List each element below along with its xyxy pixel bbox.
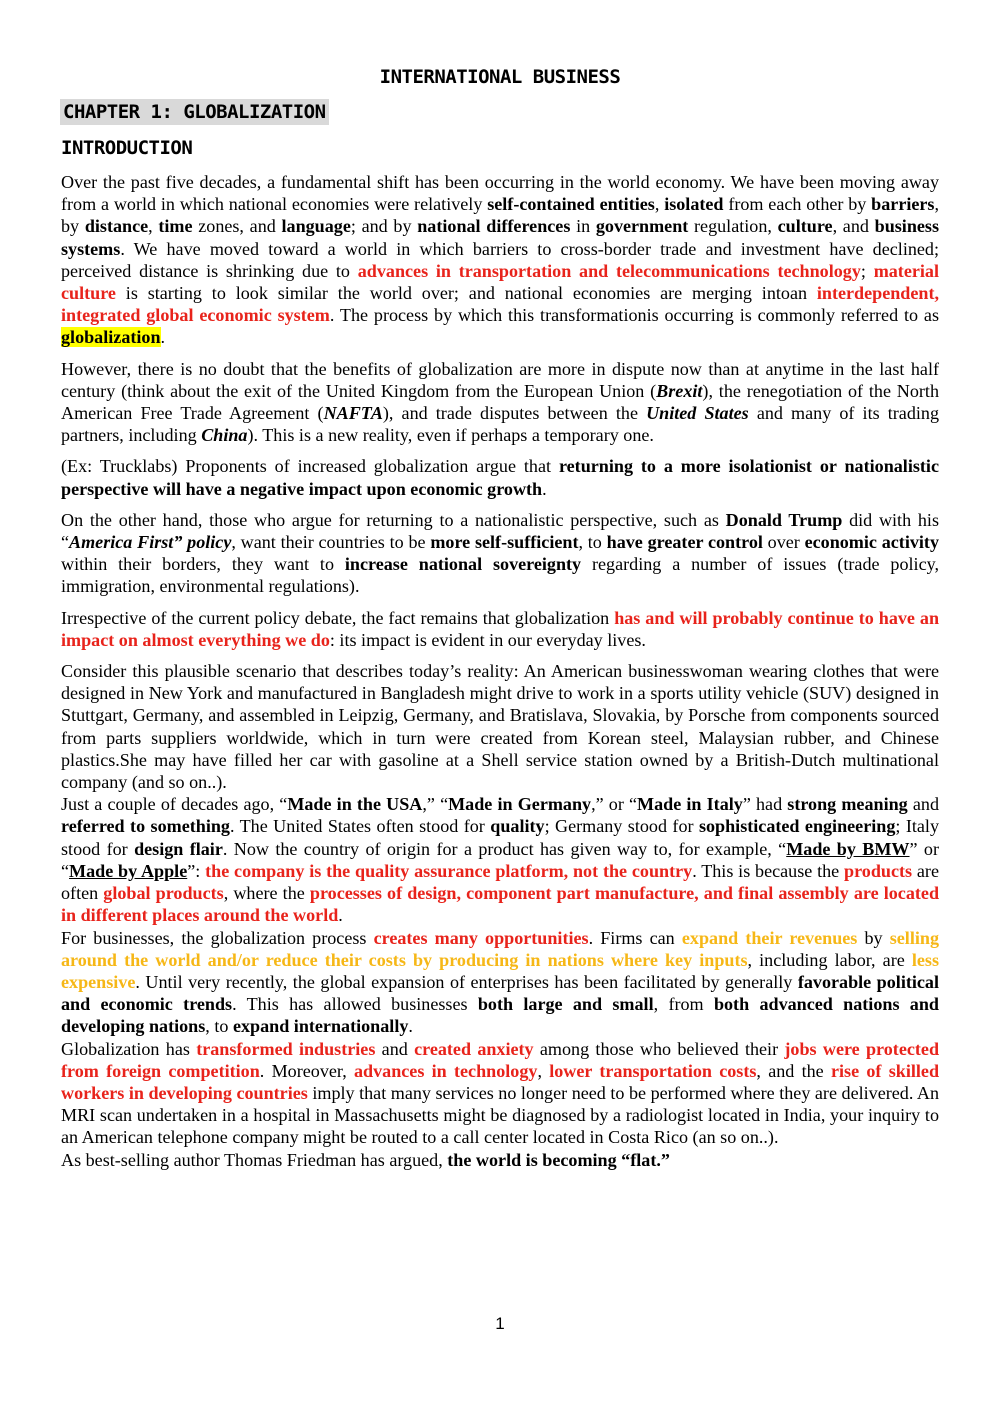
styled-text-run: lower transportation costs [549,1060,757,1081]
text-run: Just a couple of decades ago, “ [61,794,288,815]
page-number: 1 [495,1314,505,1333]
text-run: . This has allowed businesses [232,994,478,1015]
styled-text-run: material culture [61,260,939,304]
styled-text-run: isolated [664,194,724,215]
text-run: within their borders, they want to [61,554,345,575]
text-run: ” or “ [61,838,940,881]
text-run: , from [653,994,714,1015]
section-heading: INTRODUCTION [61,137,193,159]
styled-text-run: culture [777,216,833,237]
text-run: , and [832,216,875,237]
text-run: , where the [223,883,310,904]
text-run: . This is because the [692,860,845,881]
text-run: . Until very recently, the global expansion of enterprises has been facilitated by generally [135,971,798,992]
styled-text-run: economic activity [804,532,939,553]
styled-text-run: more self-sufficient [430,532,579,553]
text-run: On the other hand, those who argue for returning to a nationalistic perspective, such as [61,509,726,530]
text-run: Irrespective of the current policy debate, the fact remains that globalization [61,607,615,628]
paragraph [61,1149,939,1171]
styled-text-run: Made by BMW [786,838,910,859]
paragraph [61,927,939,1038]
text-run: For businesses, the globalization process [61,927,374,948]
text-run: , including labor, are [747,949,912,970]
styled-text-run: government [595,216,689,237]
styled-text-run: interdependent, integrated global economic system [61,283,939,326]
text-run: , to [205,1016,233,1037]
styled-text-run: Made by Apple [69,860,188,881]
text-run: Globalization has [61,1038,197,1059]
text-run: : its impact is evident in our everyday lives. [329,629,646,650]
styled-text-run: Donald Trump [725,509,843,530]
text-run: regarding a number of issues (trade policy, immigration, environmental regulations). [61,554,939,597]
paragraph [61,660,939,793]
styled-text-run: less expensive [61,949,939,992]
text-run: . [542,478,547,499]
text-run: ” had [742,794,788,815]
styled-text-run: design flair [134,838,223,859]
text-run: ). This is a new reality, even if perhaps a temporary one. [247,425,654,446]
styled-text-run: time [158,216,193,237]
styled-text-run: business systems [61,216,939,259]
text-run: from each other by [723,194,872,215]
styled-text-run: created anxiety [414,1038,534,1059]
styled-text-run: rise of skilled workers in developing countries [61,1060,940,1103]
styled-text-run: national differences [417,216,571,237]
styled-text-run: global products [103,883,224,904]
text-run: in [570,216,596,237]
text-run: . Moreover, [259,1060,354,1081]
styled-text-run: quality [490,816,545,837]
text-run: and many of its trading partners, including [61,403,939,446]
styled-text-run: referred to something [61,816,230,837]
paragraph [61,455,939,499]
text-run: and [907,794,939,815]
text-run: is starting to look similar the world over; and national economies are merging intoan [115,283,817,304]
text-run: , [537,1060,550,1081]
styled-text-run: have greater control [606,532,763,553]
styled-text-run: products [844,860,913,881]
text-run: . [338,905,343,926]
text-run: and [375,1038,415,1059]
text-run: . The process by which this transformationis occurring is commonly referred to as [329,305,939,326]
styled-text-run: favorable political and economic trends [61,971,939,1015]
text-run: ,” “ [422,794,449,815]
text-run: Consider this plausible scenario that describes today’s reality: An American businesswoman wearing clothes that were designed in New York and manufactured in Bangladesh might drive to work in a sports utility vehicle (SUV) designed in Stuttgart, Germany, and assembled in Leipzig, Germany, and Bratislava, Slovakia, by Porsche from components sourced from parts suppliers worldwide, which in turn were created from Korean steel, Malaysian rubber, and Chinese plastics.She may have filled her car with gasoline at a Shell service station owned by a British-Dutch multinational company (and so on..). [61,661,939,793]
document-body [61,171,939,1171]
styled-text-run: America First” policy [69,532,232,553]
styled-text-run: strong meaning [787,794,908,815]
paragraph [61,1038,939,1149]
document-title: INTERNATIONAL BUSINESS [379,66,621,88]
text-run: However, there is no doubt that the benefits of globalization are more in dispute now than at anytime in the last half century (think about the exit of the United Kingdom from the European Union ( [61,358,939,401]
text-run: ”: [187,860,206,881]
text-run: . Firms can [588,927,682,948]
styled-text-run: NAFTA [323,403,383,424]
text-run: over [762,532,805,553]
styled-text-run: sophisticated engineering [698,816,896,837]
paragraph [61,509,939,598]
styled-text-run: processes of design, component part manufacture, and final assembly are located in different places around the world [61,883,940,926]
styled-text-run: United States [646,403,749,424]
styled-text-run: self-contained entities [487,194,655,215]
text-run: . The United States often stood for [229,816,491,837]
text-run: ), and trade disputes between the [382,403,647,424]
styled-text-run: selling around the world and/or reduce their costs by producing in nations where key inputs [61,927,939,970]
styled-text-run: increase national sovereignty [344,554,582,575]
text-run: , and the [756,1060,831,1081]
styled-text-run: distance [84,216,149,237]
text-run: did with his “ [61,509,939,553]
text-run: imply that many services no longer need to be performed where they are delivered. An MRI scan undertaken in a hospital in Massachusetts might be diagnosed by a radiologist located in India, your inquiry to an American telephone company might be routed to a call center located in Costa Rico (an so on..). [61,1082,940,1148]
text-run: . We have moved toward a world in which barriers to cross-border trade and investment have declined; perceived distance is shrinking due to [61,238,939,281]
text-run: As best-selling author Thomas Friedman has argued, [61,1149,448,1170]
styled-text-run: barriers [871,194,935,215]
text-run: . Now the country of origin for a product has given way to, for example, “ [222,838,787,859]
styled-text-run: Made in Germany [448,794,592,815]
text-run: ; Italy stood for [61,816,939,859]
paragraph [61,607,939,651]
styled-text-run: Made in Italy [637,794,743,815]
text-run: are often [61,860,939,904]
styled-text-run: the world is becoming “flat.” [447,1149,670,1170]
styled-text-run: advances in technology [354,1060,538,1081]
styled-text-run: expand their revenues [681,927,858,948]
styled-text-run: language [281,216,351,237]
text-run: , [148,216,159,237]
styled-text-run: the company is the quality assurance platform, not the country [205,860,693,881]
paragraph [61,793,939,926]
text-run: , want their countries to be [231,532,431,553]
text-run: regulation, [688,216,778,237]
paragraph [61,358,939,447]
styled-text-run: China [201,425,248,446]
text-run: , to [578,532,607,553]
styled-text-run: advances in transportation and telecommunications technology [357,260,861,281]
text-run: , by [61,194,940,237]
text-run: by [857,927,890,948]
styled-text-run: jobs were protected from foreign competition [61,1038,940,1081]
styled-text-run: both large and small [477,994,654,1015]
styled-text-run: globalization [61,327,161,348]
styled-text-run: creates many opportunities [373,927,589,948]
styled-text-run: Brexit [656,380,703,401]
styled-text-run: returning to a more isolationist or nationalistic perspective will have a negative impact upon economic growth [61,456,939,499]
text-run: ), the renegotiation of the North American Free Trade Agreement ( [61,380,940,424]
styled-text-run: transformed industries [196,1038,376,1059]
text-run: ,” or “ [591,794,638,815]
styled-text-run: both advanced nations and developing nations [61,994,939,1037]
text-run: Over the past five decades, a fundamental shift has been occurring in the world economy. We have been moving away from a world in which national economies were relatively [61,172,939,215]
text-run: . [160,327,166,348]
text-run: . [408,1016,413,1037]
text-run: ; and by [350,216,418,237]
text-run: ; Germany stood for [544,816,699,837]
text-run: among those who believed their [533,1038,785,1059]
text-run: (Ex: Trucklabs) Proponents of increased globalization argue that [61,456,559,477]
paragraph [61,171,939,349]
styled-text-run: has and will probably continue to have an impact on almost everything we do [61,607,940,650]
text-run: ; [860,260,874,281]
text-run: zones, and [192,216,282,237]
text-run: , [654,194,665,215]
styled-text-run: expand internationally [232,1016,409,1037]
styled-text-run: Made in the USA [287,794,423,815]
chapter-heading: CHAPTER 1: GLOBALIZATION [60,99,329,125]
